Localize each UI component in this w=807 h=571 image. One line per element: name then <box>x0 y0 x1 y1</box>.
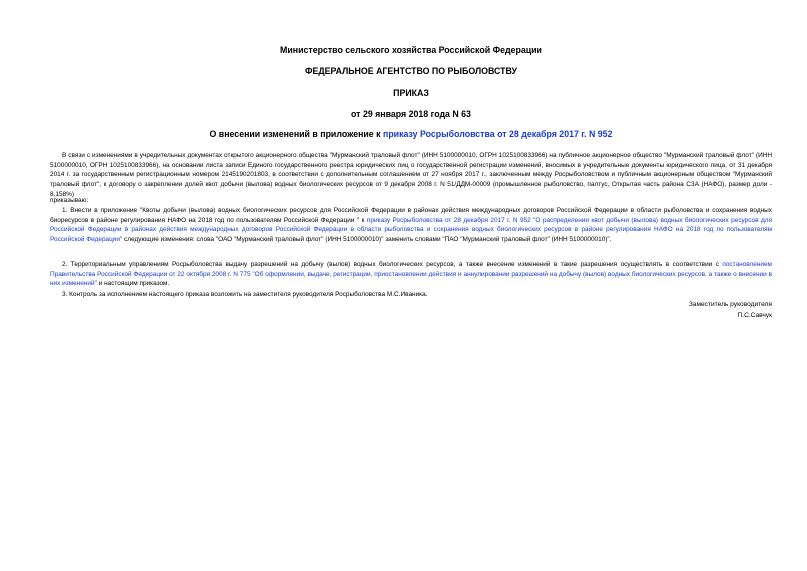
signature-position: Заместитель руководителя <box>688 301 772 308</box>
doc-title-prefix: О внесении изменений в приложение к <box>209 129 383 139</box>
doc-title <box>50 129 772 139</box>
order-952-link[interactable]: приказу Росрыболовства от 28 декабря 2017 г. N 952 <box>383 129 613 139</box>
order-word: приказываю: <box>50 197 89 204</box>
item-2-text-a: 2. Территориальным управлениям Росрыболовства выдачу разрешений на добычу (вылов) водных биологических ресурсов, а также внесение изменений в такие разрешения осуществлять в соответствии с <box>62 261 723 268</box>
signature-name: П.С.Савчук <box>737 312 772 319</box>
agency-heading: ФЕДЕРАЛЬНОЕ АГЕНТСТВО ПО РЫБОЛОВСТВУ <box>305 66 517 76</box>
ministry-heading: Министерство сельского хозяйства Российской Федерации <box>280 45 542 55</box>
item-1-paragraph <box>50 206 772 245</box>
doc-type-heading: ПРИКАЗ <box>393 88 429 98</box>
item-1-text-b: следующие изменения: слова "ОАО "Мурманский траловый флот" (ИНН 5100000010)" заменить словами "ПАО "Мурманский траловый флот" (ИНН 5100000010)". <box>122 236 612 244</box>
item-1-text-a: 1. Внести в приложение "Квоты добычи (вылова) водных биологических ресурсов для Российской Федерации в районах действия международных договоров Российской Федерации в области рыболовства и сохранения водных биоресурсов в районе регулирования НАФО на 2018 год по пользователям Российской Федерации " к <box>50 207 772 224</box>
order-952-full-link[interactable]: приказу Росрыболовства от 28 декабря 2017 г. N 952 "О распределении квот добычи (вылова) водных биологических ресурсов для Российской Федерации в районах действия международных договоров Российской Федерации в области рыболовства и сохранения водных биологических ресурсов в районе регулирования НАФО на 2018 год по пользователям Российской Федерации" <box>50 216 772 244</box>
item-3-paragraph: 3. Контроль за исполнением настоящего приказа возложить на заместителя руководителя Росрыболовства М.С.Иваника. <box>62 291 428 298</box>
item-2-text-b: и настоящим приказом. <box>96 280 170 288</box>
date-number: от 29 января 2018 года N 63 <box>351 109 471 119</box>
item-2-paragraph <box>50 260 772 289</box>
preamble-paragraph: В связи с изменениями в учредительных документах открытого акционерного общества "Мурманский траловый флот" (ИНН 5100000010, ОГРН 1025100833966) на публичное акционерное общество "Мурманский траловый флот" (ИНН 5100000010, ОГРН 1025100833966), на основании листа записи Единого государственного реестра юридических лиц о государственной регистрации изменений, вносимых в учредительные документы юридического лица, от 31 декабря 2014 г. за государственным регистрационным номером 2145190201803, в соответствии с дополнительным соглашением от 27 ноября 2017 г., заключенным между Росрыболовством и публичным акционерным обществом "Мурманский траловый флот", к договору о закреплении долей квот добычи (вылова) водных биологических ресурсов от 9 декабря 2008 г. N 51/ДДМ-00009 (промышленное рыболовство, палтус, Открытая часть района СЗА (НАФО), размер доли - 8,158%) <box>50 152 772 198</box>
resolution-775-link[interactable]: постановлением Правительства Российской Федерации от 22 октября 2008 г. N 775 "Об оформлении, выдаче, регистрации, приостановлении действия и аннулировании разрешений на добычу (вылов) водных биологических ресурсов, а также о внесении в них изменений" <box>50 261 772 288</box>
